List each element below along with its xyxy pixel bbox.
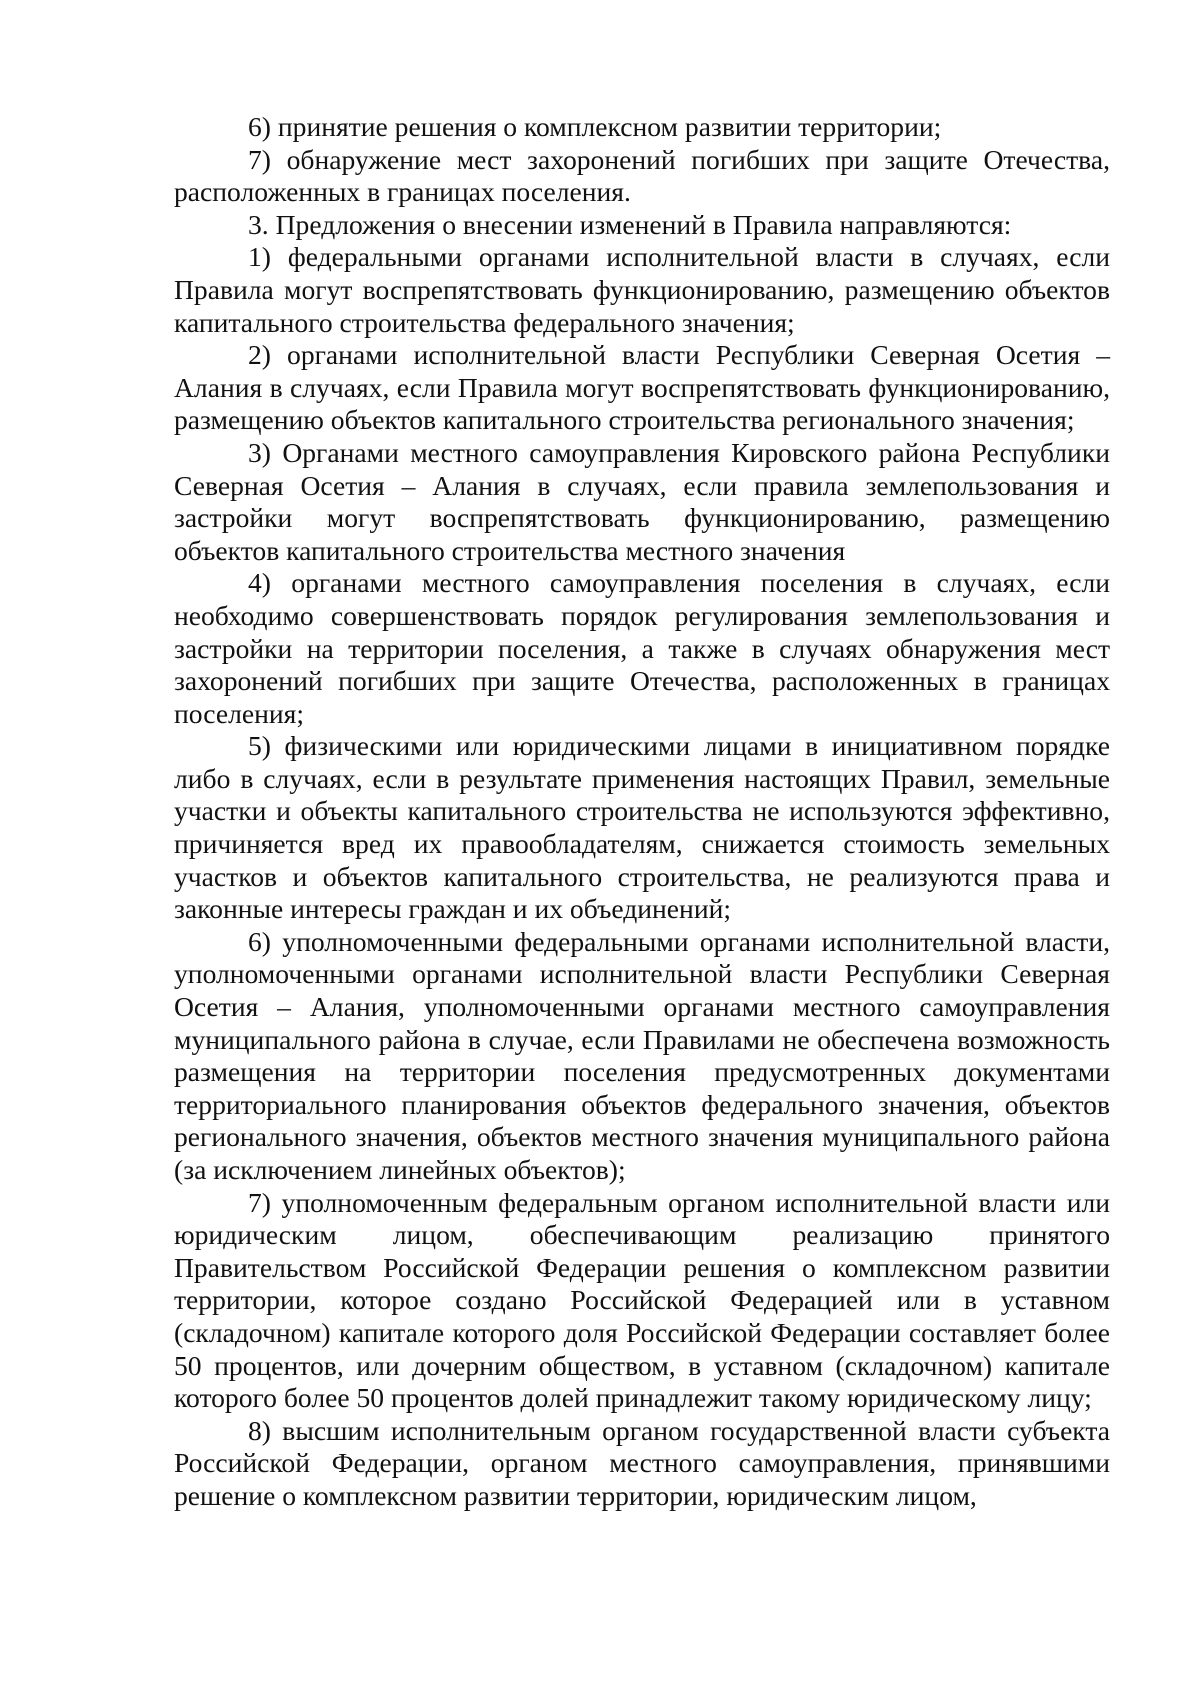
- paragraph-section-3-heading: 3. Предложения о внесении изменений в Правила направляются:: [248, 208, 1012, 240]
- paragraph-item-7-burials: 7) обнаружение мест захоронений погибших при защите Отечества, расположенных в границах поселения.: [174, 143, 1110, 208]
- paragraph-item-6-decision: 6) принятие решения о комплексном развитии территории;: [248, 111, 942, 142]
- document-page: [174, 111, 1110, 1513]
- paragraph-item-6-authorized: 6) уполномоченными федеральными органами исполнительной власти, уполномоченными органами исполнительной власти Республики Северная Осетия – Алания, уполномоченными органами местного самоуправления муниципального района в случае, если Правилами не обеспечена возможность размещения на территории поселения предусмотренных документами территориального планирования объектов федерального значения, объектов регионального значения, объектов местного значения муниципального района (за исключением линейных объектов);: [174, 925, 1110, 1185]
- paragraph-item-7-federal-body: 7) уполномоченным федеральным органом исполнительной власти или юридическим лицом, обеспечивающим реализацию принятого Правительством Российской Федерации решения о комплексном развитии территории, которое создано Российской Федерацией или в уставном (складочном) капитале которого доля Российской Федерации составляет более 50 процентов, или дочерним обществом, в уставном (складочном) капитале которого более 50 процентов долей принадлежит такому юридическому лицу;: [174, 1186, 1110, 1414]
- paragraph-item-1-federal: 1) федеральными органами исполнительной власти в случаях, если Правила могут воспрепятствовать функционированию, размещению объектов капитального строительства федерального значения;: [174, 241, 1110, 338]
- paragraph-item-5-persons: 5) физическими или юридическими лицами в инициативном порядке либо в случаях, если в результате применения настоящих Правил, земельные участки и объекты капитального строительства не используются эффективно, причиняется вред их правообладателям, снижается стоимость земельных участков и объектов капитального строительства, не реализуются права и законные интересы граждан и их объединений;: [174, 730, 1110, 925]
- paragraph-item-4-settlement: 4) органами местного самоуправления поселения в случаях, если необходимо совершенствовать порядок регулирования землепользования и застройки на территории поселения, а также в случаях обнаружения мест захоронений погибших при защите Отечества, расположенных в границах поселения;: [174, 567, 1110, 729]
- paragraph-item-2-regional: 2) органами исполнительной власти Республики Северная Осетия – Алания в случаях, если Правила могут воспрепятствовать функционированию, размещению объектов капитального строительства регионального значения;: [174, 339, 1110, 436]
- paragraph-item-3-district: 3) Органами местного самоуправления Кировского района Республики Северная Осетия – Алания в случаях, если правила землепользования и застройки могут воспрепятствовать функционированию, размещению объектов капитального строительства местного значения: [174, 436, 1110, 566]
- paragraph-item-8-executive: 8) высшим исполнительным органом государственной власти субъекта Российской Федерации, органом местного самоуправления, принявшими решение о комплексном развитии территории, юридическим лицом,: [174, 1414, 1110, 1511]
